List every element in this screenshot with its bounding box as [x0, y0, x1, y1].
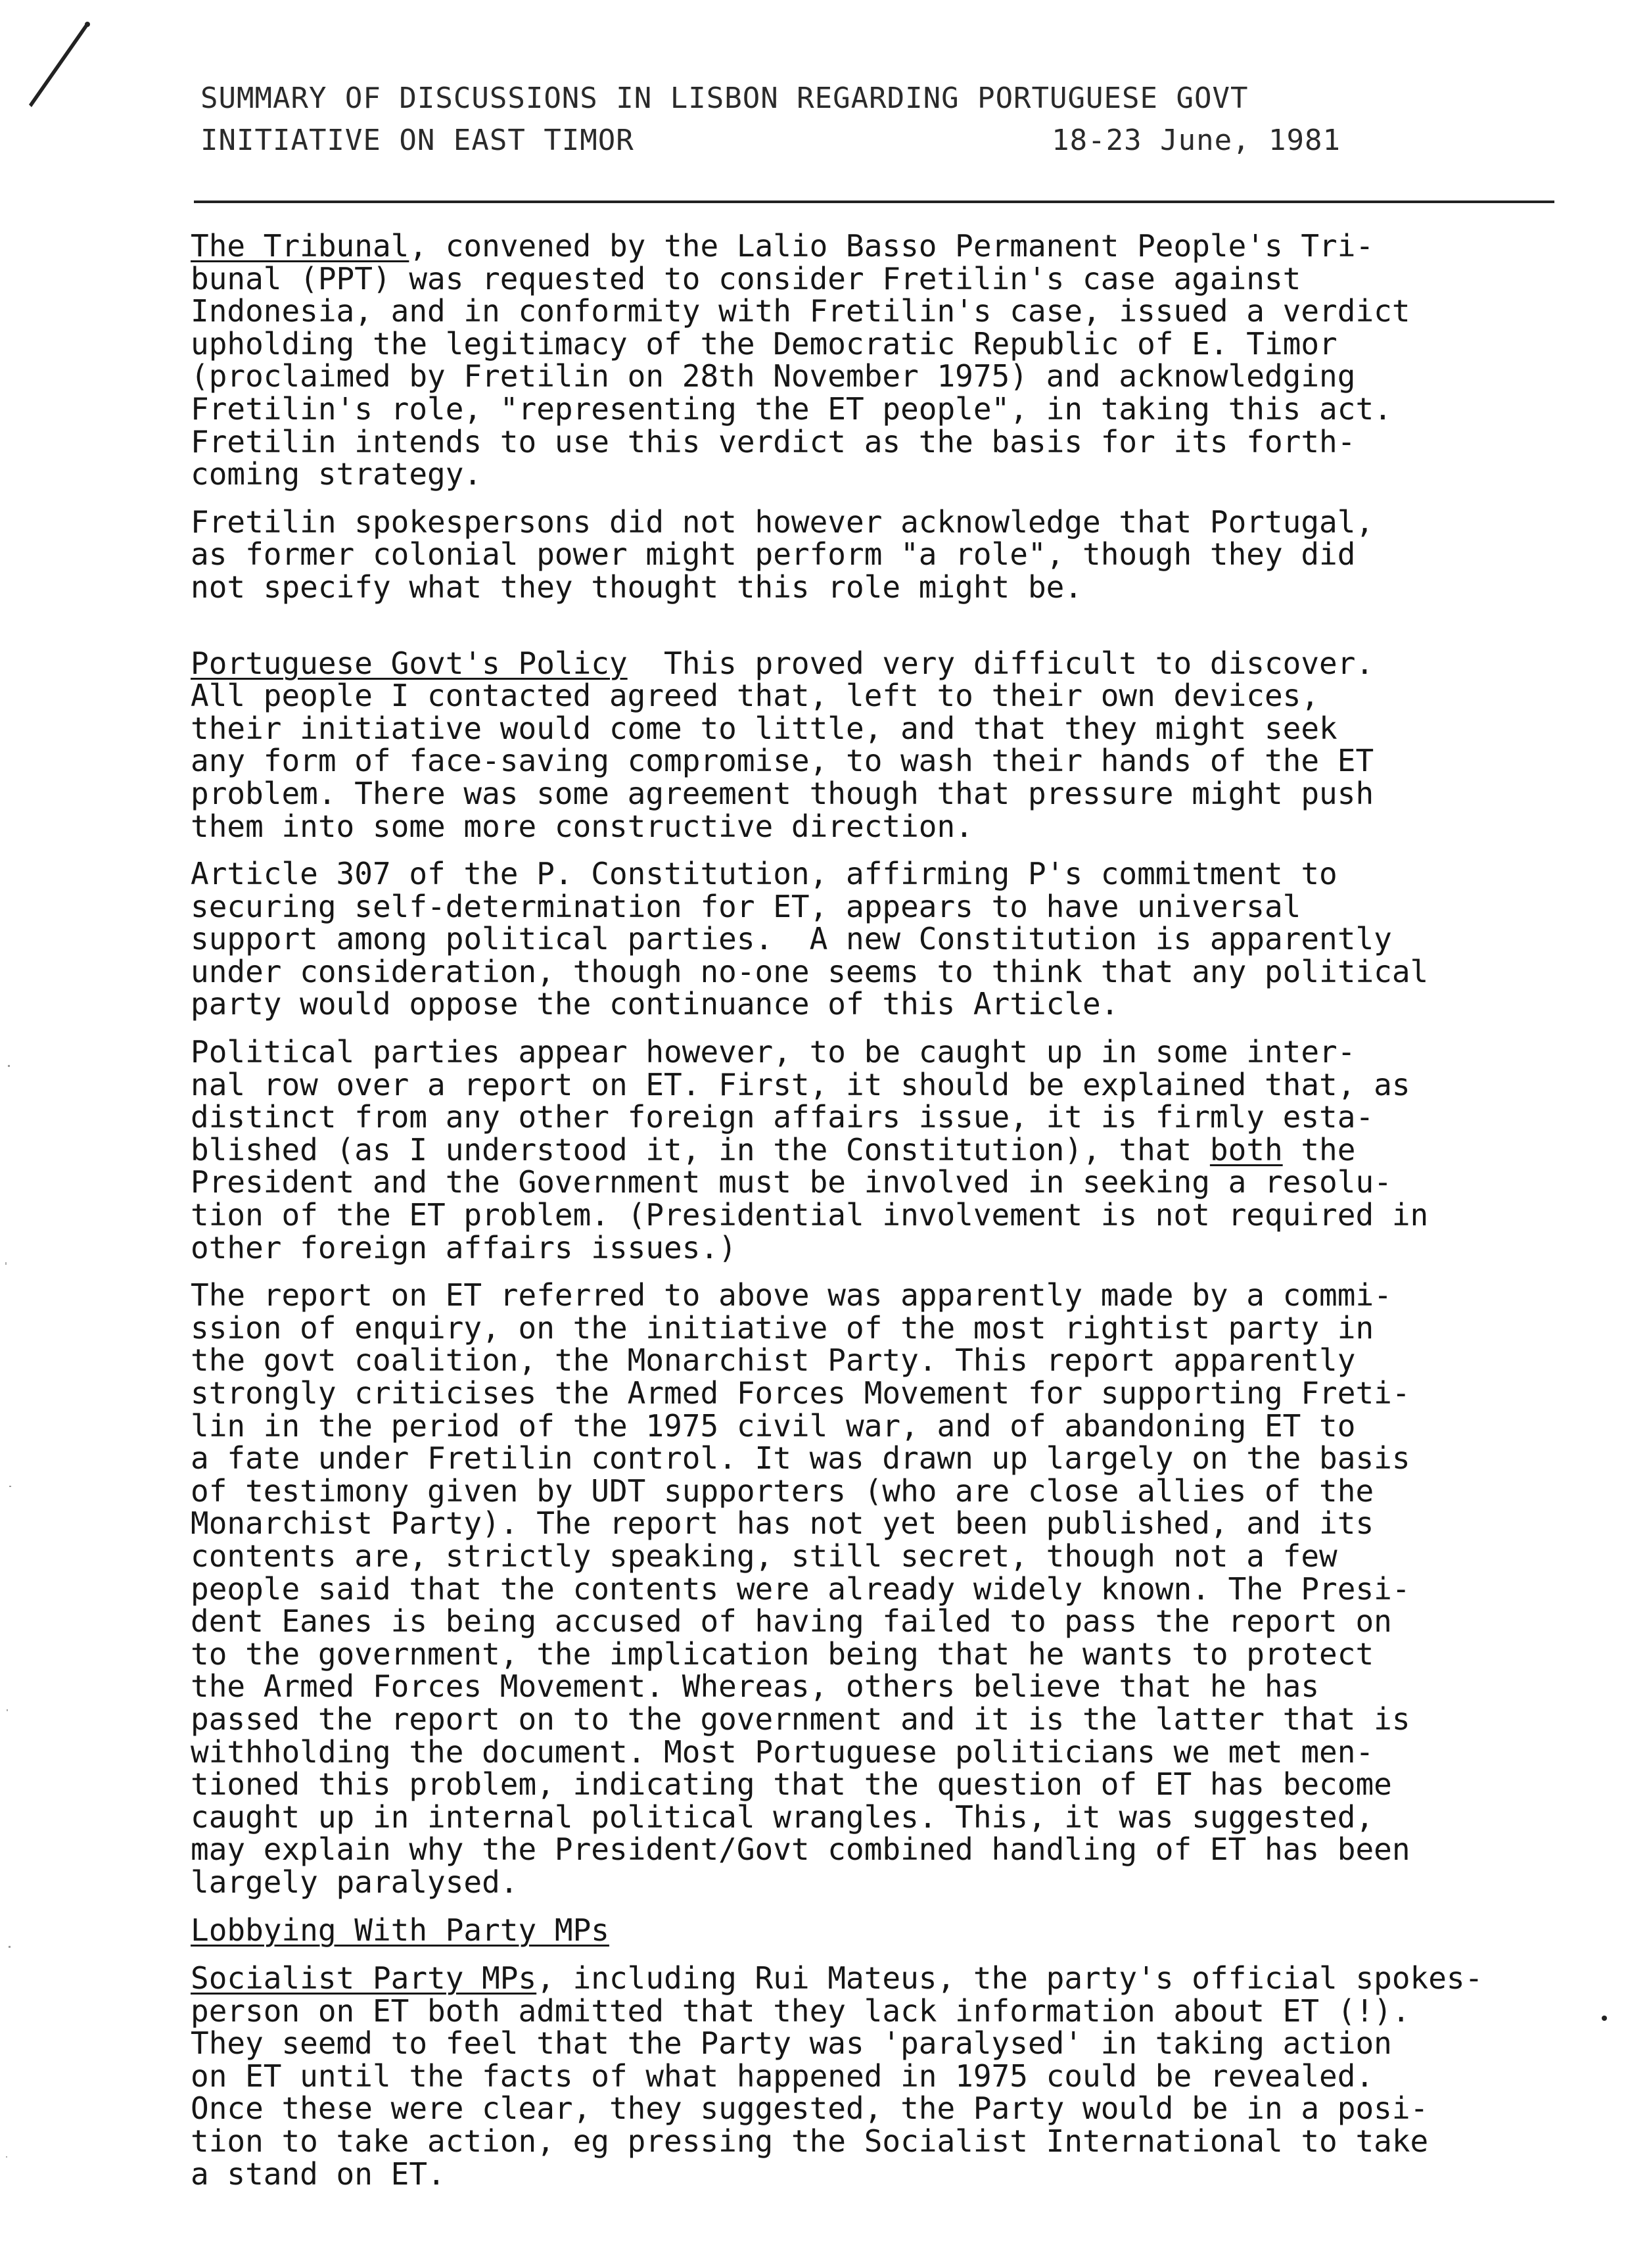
paragraph-socialist-mps	[191, 1962, 1597, 2190]
text-fretilin-role: Fretilin spokespersons did not however acknowledge that Portugal, as former colonial power might perform "a role", though they did not specify what they thought this role might be.	[191, 504, 1374, 605]
paragraph-report	[191, 1279, 1597, 1899]
text-article-307: Article 307 of the P. Constitution, affirming P's commitment to securing self-determination for ET, appears to have universal support among political parties. A new Constitution is apparently under consideration, though no-one seems to think that any political party would oppose the continuance of this Article.	[191, 856, 1429, 1022]
paragraph-fretilin-role	[191, 506, 1597, 604]
scan-edge-specks	[0, 986, 20, 2235]
text-tribunal: , convened by the Lalio Basso Permanent People's Tri- bunal (PPT) was requested to consider Fretilin's case against Indonesia, and in conformity with Fretilin's case, issued a verdict upholding the legitimacy of the Democratic Republic of E. Timor (proclaimed by Fretilin on 28th November 1975) and acknowledging Fretilin's role, "representing the ET people", in taking this act. Fretilin intends to use this verdict as the basis for its forth- coming strategy.	[191, 228, 1410, 492]
emphasis-both: both	[1209, 1131, 1283, 1168]
header-date: 18-23 June, 1981	[1052, 124, 1341, 157]
text-report: The report on ET referred to above was apparently made by a commi- ssion of enquiry, on the initiative of the most rightist party in the govt coalition, the Monarchist Party. This report apparently strongly criticises the Armed Forces Movement for supporting Freti- lin in the period of the 1975 civil war, and of abandoning ET to a fate under Fretilin control. It was drawn up largely on the basis of testimony given by UDT supporters (who are close allies of the Monarchist Party). The report has not yet been published, and its contents are, strictly speaking, still secret, though not a few people said that the contents were already widely known. The Presi- dent Eanes is being accused of having failed to pass the report on to the government, the implication being that he wants to protect the Armed Forces Movement. Whereas, others believe that he has passed the report on to the government and it is the latter that is withholding the document. Most Portuguese politicians we met men- tioned this problem, indicating that the question of ET has become caught up in internal political wrangles. This, it was suggested, may explain why the President/Govt combined handling of ET has been largely paralysed.	[191, 1277, 1410, 1900]
header-title: SUMMARY OF DISCUSSIONS IN LISBON REGARDING PORTUGUESE GOVT	[200, 82, 1249, 115]
header-subtitle: INITIATIVE ON EAST TIMOR	[200, 124, 634, 157]
paragraph-political-parties	[191, 1036, 1597, 1264]
header-line-2	[200, 120, 1449, 162]
text-govt-policy: This proved very difficult to discover. All people I contacted agreed that, left to their own devices, their initiative would come to little, and that they might seek any form of face-saving compromise, to wash their hands of the ET problem. There was some agreement though that pressure might push them into some more constructive direction.	[191, 645, 1374, 844]
paragraph-govt-policy	[191, 645, 1597, 844]
paragraph-lobbying	[191, 1914, 1597, 1947]
document-body	[191, 230, 1597, 2206]
margin-dot	[1602, 2016, 1607, 2021]
header-line-1	[200, 78, 1449, 120]
text-political-parties-a: Political parties appear however, to be caught up in some inter- nal row over a report on ET. First, it should be explained that, as distinct from any other foreign affairs issue, it is firmly esta- blished (as I understood it, in the Constitution), that	[191, 1034, 1410, 1168]
heading-tribunal: The Tribunal	[191, 228, 409, 264]
paragraph-article-307	[191, 858, 1597, 1021]
pen-stroke-mark	[20, 18, 92, 110]
heading-govt-policy: Portuguese Govt's Policy	[191, 645, 628, 681]
text-political-parties-b: the President and the Government must be involved in seeking a resolu- tion of the ET problem. (Presidential involvement is not required in other foreign affairs issues.)	[191, 1131, 1429, 1265]
paragraph-tribunal	[191, 230, 1597, 491]
heading-socialist-mps: Socialist Party MPs	[191, 1960, 537, 1996]
heading-lobbying: Lobbying With Party MPs	[191, 1912, 609, 1948]
document-header	[200, 78, 1449, 162]
header-divider	[194, 201, 1554, 203]
text-socialist-mps: , including Rui Mateus, the party's official spokes- person on ET both admitted that they lack information about ET (!). They seemd to feel that the Party was 'paralysed' in taking action on ET until the facts of what happened in 1975 could be revealed. Once these were clear, they suggested, the Party would be in a posi- tion to take action, eg pressing the Socialist International to take a stand on ET.	[191, 1960, 1483, 2192]
